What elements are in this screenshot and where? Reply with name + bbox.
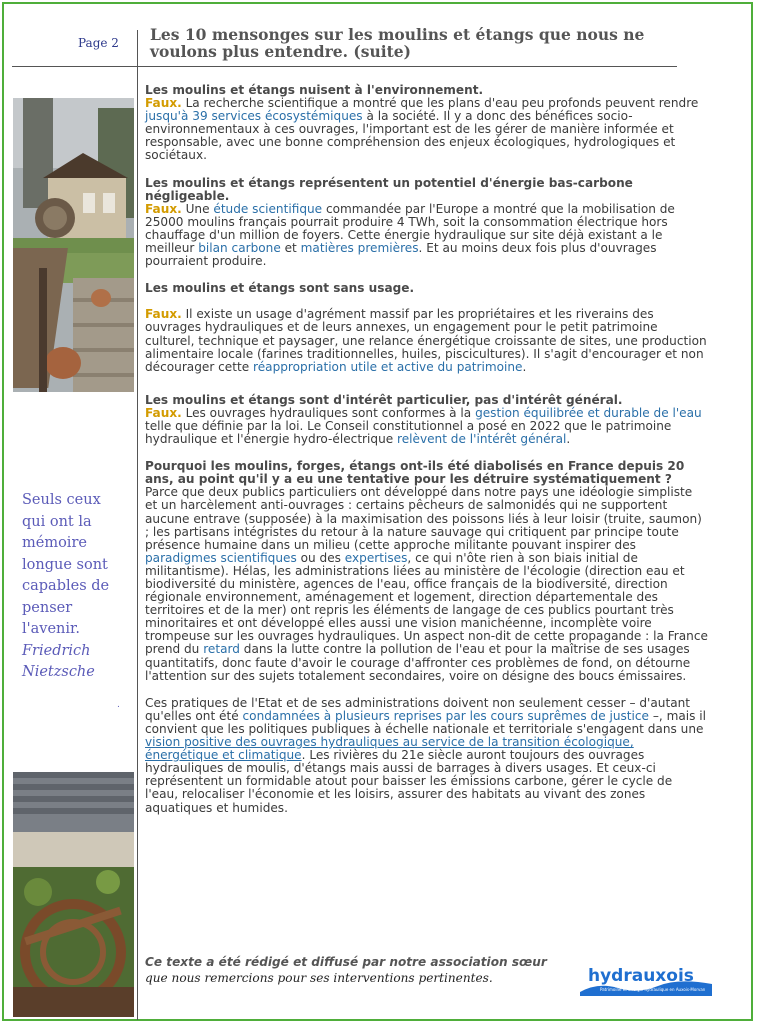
quote-text: Seuls ceux qui ont la mémoire longue sont capables de penser l'avenir. <box>22 492 110 637</box>
sidebar-quote <box>22 490 127 684</box>
link-gestion-equilibree[interactable]: gestion équilibrée et durable de l'eau <box>475 405 702 420</box>
page-title: Les 10 mensonges sur les moulins et étangs que nous ne voulons plus entendre. (suite) <box>150 25 645 61</box>
section-heading: Les moulins et étangs représentent un potentiel d'énergie bas-carbone négligeable. <box>145 175 633 203</box>
section-text: Ces pratiques de l'Etat et de ses administrations doivent non seulement cesser – d'autant qu'elles ont été <box>145 695 691 723</box>
section-environnement <box>145 84 708 163</box>
section-text: . <box>522 359 527 374</box>
faux-label: Faux. <box>145 96 182 111</box>
link-expertises[interactable]: expertises <box>344 550 408 565</box>
link-paradigmes[interactable]: paradigmes scientifiques <box>145 550 297 565</box>
closing-line-2: que nous remercions pour ses interventions pertinentes. <box>145 971 493 985</box>
section-text: dans la lutte contre la pollution de l'eau et pour la maîtrise de ses usages quantitatifs, donc faute d'avoir le courage d'affronter ces problèmes de fond, on détourne l'attention sur des sujets totalement secondaires, voire on désigne des boucs émissaires. <box>145 642 691 683</box>
section-pratiques <box>145 697 708 815</box>
faux-label: Faux. <box>145 201 182 216</box>
section-interet <box>145 394 708 446</box>
section-text: La recherche scientifique a montré que les plans d'eau peu profonds peuvent rendre <box>181 96 699 111</box>
section-text: ou des <box>296 550 345 565</box>
section-heading: Les moulins et étangs sont sans usage. <box>145 281 415 296</box>
closing-note <box>145 954 585 986</box>
link-condamnees[interactable]: condamnées à plusieurs reprises par les cours suprêmes de justice <box>242 708 650 723</box>
section-usage <box>145 282 708 374</box>
section-text: –, mais il convient que les politiques publiques à échelle nationale et territoriale s'engagent dans une <box>145 708 707 736</box>
section-text: Parce que deux publics particuliers ont développé dans notre pays une idéologie simpliste et un harcèlement anti-ouvrages : certains pêcheurs de salmonidés qui ne supportent aucune entrave (supposée) à la maximisation des poissons liés à leur loisir (truite, saumon) ; les partisans intégristes du retour à la nature sauvage qui critiquent par principe toute présence humaine dans un milieu (cette approche militante pouvant inspirer des <box>145 485 702 552</box>
link-interet-general[interactable]: relèvent de l'intérêt général <box>397 432 567 447</box>
column-divider <box>137 30 138 1020</box>
link-vision-positive[interactable]: vision positive des ouvrages hydrauliques au service de la transition écologique, énergétique et climatique <box>145 735 634 763</box>
link-services-ecosystemiques[interactable]: jusqu'à 39 services écosystémiques <box>145 109 363 124</box>
section-energie <box>145 177 708 269</box>
wheel-photo <box>13 772 134 1017</box>
logo-tagline: Patrimoine et énergie hydraulique en Auxois-Morvan <box>600 987 706 992</box>
closing-line-1: Ce texte a été rédigé et diffusé par notre association sœur <box>145 955 547 969</box>
quote-author: Friedrich Nietzsche <box>22 642 95 680</box>
section-heading: Les moulins et étangs sont d'intérêt particulier, pas d'intérêt général. <box>145 392 623 407</box>
main-content <box>145 84 708 829</box>
section-text: . Les rivières du 21e siècle auront toujours des ouvrages hydrauliques de moulis, d'étangs mais aussi de barrages à divers usages. Et ceux-ci représentent un formidable atout pour baisser les émissions carbone, gérer le cycle de l'eau, relocaliser l'économie et les loisirs, assurer des habitats au vivant des zones aquatiques et humides. <box>145 748 673 815</box>
section-text: Une <box>181 201 214 216</box>
section-text: Il existe un usage d'agrément massif par les propriétaires et les riverains des ouvrages hydrauliques et de leurs annexes, un engagement pour le petit patrimoine culturel, technique et paysager, une relance énergétique croissante de sites, une production alimentaire locale (farines traditionnelles, huiles, piscicultures). Il s'agit d'encourager et non décourager cette <box>145 307 707 374</box>
hydrauxois-logo[interactable] <box>578 964 714 998</box>
link-retard[interactable]: retard <box>203 642 240 657</box>
page-label: Page 2 <box>78 36 119 50</box>
section-pourquoi <box>145 460 708 683</box>
faux-label: Faux. <box>145 405 182 420</box>
section-text: Les ouvrages hydrauliques sont conformes à la <box>181 405 476 420</box>
section-text: , ce qui n'ôte rien à son biais initial de militantisme). Hélas, les administrations liées au ministère de l'écologie (direction eau et biodiversité du ministère, agences de l'eau, office français de la biodiversité, direction régionale environnement, aménagement et logement, direction départementale des territoires et de la mer) ont repris les éléments de langage de ces publics pourtant très minoritaires et ont développé elles aussi une vision manichéenne, incomplète voire trompeuse sur les ouvrages hydrauliques. Un aspect non-dit de cette propagande : la France prend du <box>145 550 708 657</box>
section-text: et <box>280 241 301 256</box>
sidebar-mark: . <box>117 700 120 710</box>
link-bilan-carbone[interactable]: bilan carbone <box>198 241 281 256</box>
faux-label: Faux. <box>145 307 182 322</box>
mill-photo <box>13 98 134 392</box>
logo-name: hydrauxois <box>588 966 694 986</box>
link-matieres-premieres[interactable]: matières premières <box>300 241 419 256</box>
link-etude-scientifique[interactable]: étude scientifique <box>213 201 323 216</box>
section-text: commandée par l'Europe a montré que la mobilisation de 25000 moulins français pourrait produire 4 TWh, soit la consommation électrique hors chauffage d'un million de foyers. Cette énergie hydraulique sur site déjà existant a le meilleur <box>145 201 675 256</box>
section-text: . <box>566 432 571 447</box>
section-heading: Pourquoi les moulins, forges, étangs ont-ils été diabolisés en France depuis 20 ans, au point qu'il y a eu une tentative pour les détruire systématiquement ? <box>145 459 685 487</box>
section-text: à la société. Il y a donc des bénéfices socio-environnementaux à ces ouvrages, l'important est de les gérer de manière informée et responsable, avec une bonne compréhension des enjeux écologiques, hydrologiques et sociétaux. <box>145 109 676 163</box>
section-heading: Les moulins et étangs nuisent à l'environnement. <box>145 83 484 97</box>
section-text: telle que définie par la loi. Le Conseil constitutionnel a posé en 2022 que le patrimoine hydraulique et l'énergie hydro-électrique <box>145 418 672 447</box>
section-text: . Et au moins deux fois plus d'ouvrages pourraient produire. <box>145 241 657 269</box>
header-divider <box>12 66 677 67</box>
link-reappropriation[interactable]: réappropriation utile et active du patrimoine <box>253 359 523 374</box>
